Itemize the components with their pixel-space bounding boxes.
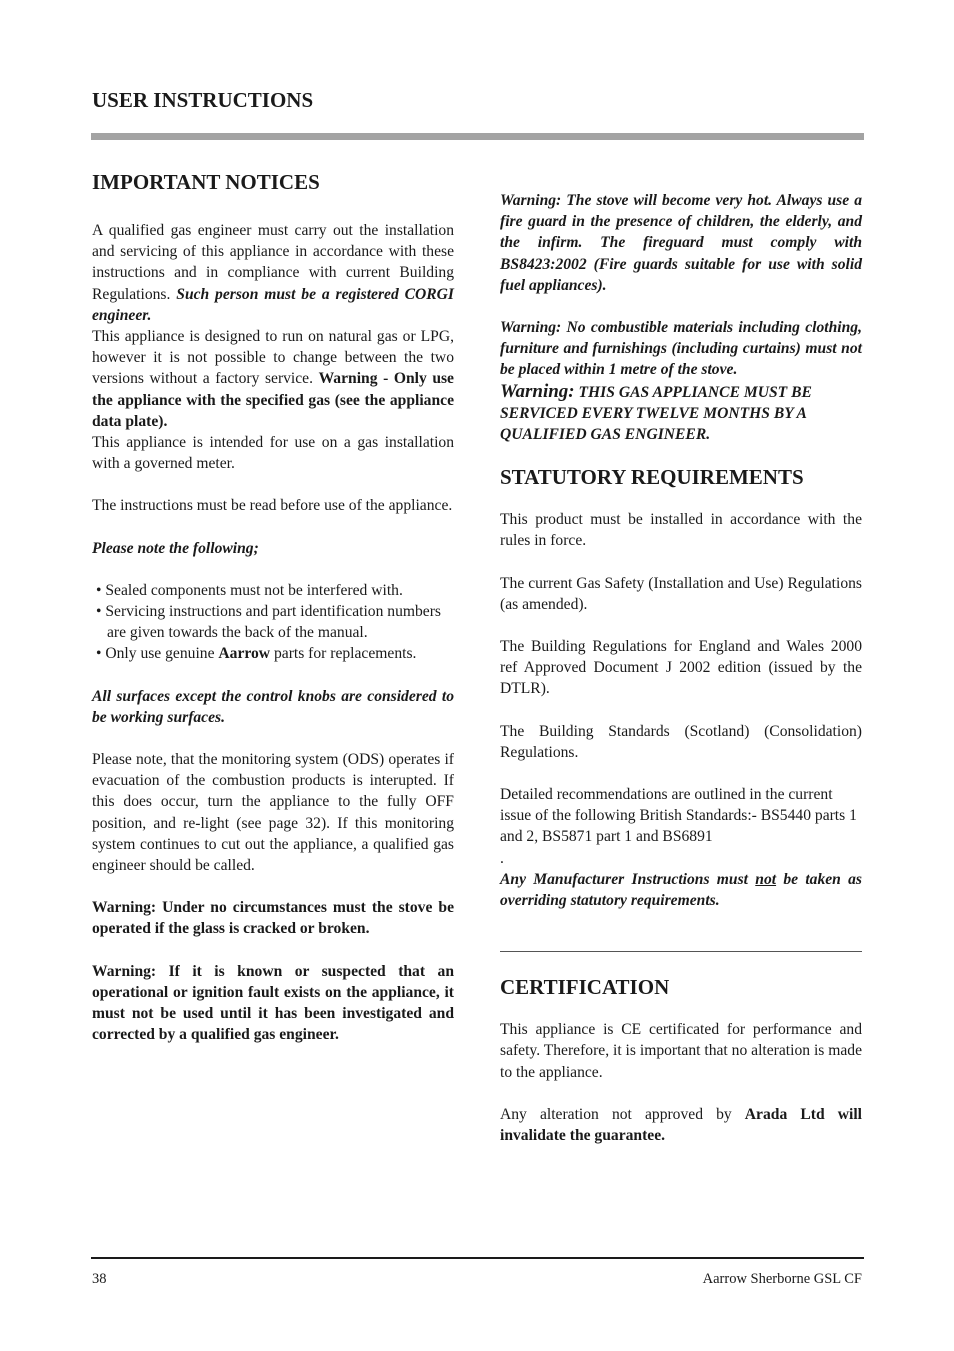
bullet3-suffix: parts for replacements. xyxy=(270,645,417,663)
read-instructions-paragraph: The instructions must be read before use of the appliance. xyxy=(92,497,453,515)
note-heading: Please note the following; xyxy=(92,539,259,557)
list-item: • Servicing instructions and part identification numbers are given towards the back of the manual. xyxy=(96,603,441,642)
british-standards-paragraph xyxy=(500,784,862,869)
left-column xyxy=(92,168,454,1046)
statutory-requirements-heading: STATUTORY REQUIREMENTS xyxy=(500,465,804,490)
not-emphasis: not xyxy=(755,870,777,888)
hot-stove-warning: Warning: The stove will become very hot. Always use a fire guard in the presence of children, the elderly, and the infirm. The fireguard must comply with BS8423:2002 (Fire guards suitable for use with solid fuel appliances). xyxy=(500,192,862,294)
qualified-engineer-text: A qualified gas engineer must carry out the installation and servicing of this appliance in accordance with these instructions and in compliance with current Building Regulations. xyxy=(92,222,454,303)
governed-meter-paragraph: This appliance is intended for use on a gas installation with a governed meter. xyxy=(92,434,454,473)
notice-bullet-list xyxy=(92,580,454,665)
list-item: • Sealed components must not be interfered with. xyxy=(96,581,403,599)
combustible-warning: Warning: No combustible materials including clothing, furniture and furnishings (including curtains) must not be placed within 1 metre of the stove. xyxy=(500,319,862,379)
page-header-title: USER INSTRUCTIONS xyxy=(92,88,314,112)
working-surfaces-notice: All surfaces except the control knobs are considered to be working surfaces. xyxy=(92,687,454,726)
page-number: 38 xyxy=(92,1271,107,1287)
building-regulations-paragraph: The Building Regulations for England and Wales 2000 ref Approved Document J 2002 edition (issued by the DTLR). xyxy=(500,638,862,698)
guarantee-bold: Arada Ltd will invalidate the guarantee. xyxy=(500,1105,862,1145)
corgi-emphasis: Such person must be a registered CORGI engineer. xyxy=(92,285,454,324)
certification-heading: CERTIFICATION xyxy=(500,975,670,1000)
service-warning xyxy=(500,381,862,446)
ods-paragraph: Please note, that the monitoring system (ODS) operates if evacuation of the combustion products is interupted. If this does occur, turn the appliance to the fully OFF position, and re-light (see page 32). If this monitoring system continues to cut out the appliance, a qualified gas engineer should be called. xyxy=(92,751,454,875)
statutory-rules-paragraph: This product must be installed in accordance with the rules in force. xyxy=(500,511,862,550)
list-item xyxy=(92,643,454,664)
manufacturer-notice-suffix: be taken as overriding statutory requirements. xyxy=(500,870,862,910)
manufacturer-notice-prefix: Any Manufacturer Instructions must xyxy=(500,870,756,888)
guarantee-paragraph xyxy=(500,1104,862,1146)
glass-warning: Warning: Under no circumstances must the stove be operated if the glass is cracked or broken. xyxy=(92,899,454,938)
scotland-standards-paragraph: The Building Standards (Scotland) (Consolidation) Regulations. xyxy=(500,722,862,761)
qualified-engineer-paragraph xyxy=(92,220,454,326)
important-notices-heading: IMPORTANT NOTICES xyxy=(92,170,320,194)
product-name: Aarrow Sherborne GSL CF xyxy=(702,1271,862,1287)
manufacturer-instructions-notice xyxy=(500,869,862,911)
ce-certification-paragraph: This appliance is CE certificated for performance and safety. Therefore, it is important that no alteration is made to the appliance. xyxy=(500,1021,863,1081)
gas-type-warning: Warning - Only use the appliance with the specified gas (see the appliance data plate). xyxy=(92,370,454,430)
british-standards-dot: . xyxy=(500,849,504,867)
bullet3-prefix: • Only use genuine xyxy=(96,645,219,663)
service-warning-label: Warning: xyxy=(500,380,575,402)
right-column xyxy=(500,190,862,1146)
fault-warning: Warning: If it is known or suspected that an operational or ignition fault exists on the appliance, it must not be used until it has been investigated and corrected by a qualified gas engineer. xyxy=(92,962,454,1044)
gas-type-text: This appliance is designed to run on natural gas or LPG, however it is not possible to change between the two versions without a factory service. xyxy=(92,328,454,388)
brand-name: Aarrow xyxy=(218,645,271,663)
footer-divider xyxy=(91,1257,864,1259)
gas-safety-paragraph: The current Gas Safety (Installation and Use) Regulations (as amended). xyxy=(500,574,862,613)
service-warning-text: THIS GAS APPLIANCE MUST BE SERVICED EVERY TWELVE MONTHS BY A QUALIFIED GAS ENGINEER. xyxy=(500,383,812,444)
header-divider-bar xyxy=(91,133,864,140)
gas-type-paragraph xyxy=(92,326,454,432)
guarantee-prefix: Any alteration not approved by xyxy=(500,1105,745,1123)
british-standards-text: Detailed recommendations are outlined in the current issue of the following British Standards:- BS5440 parts 1 and 2, BS5871 part 1 and BS6891 xyxy=(500,786,857,846)
